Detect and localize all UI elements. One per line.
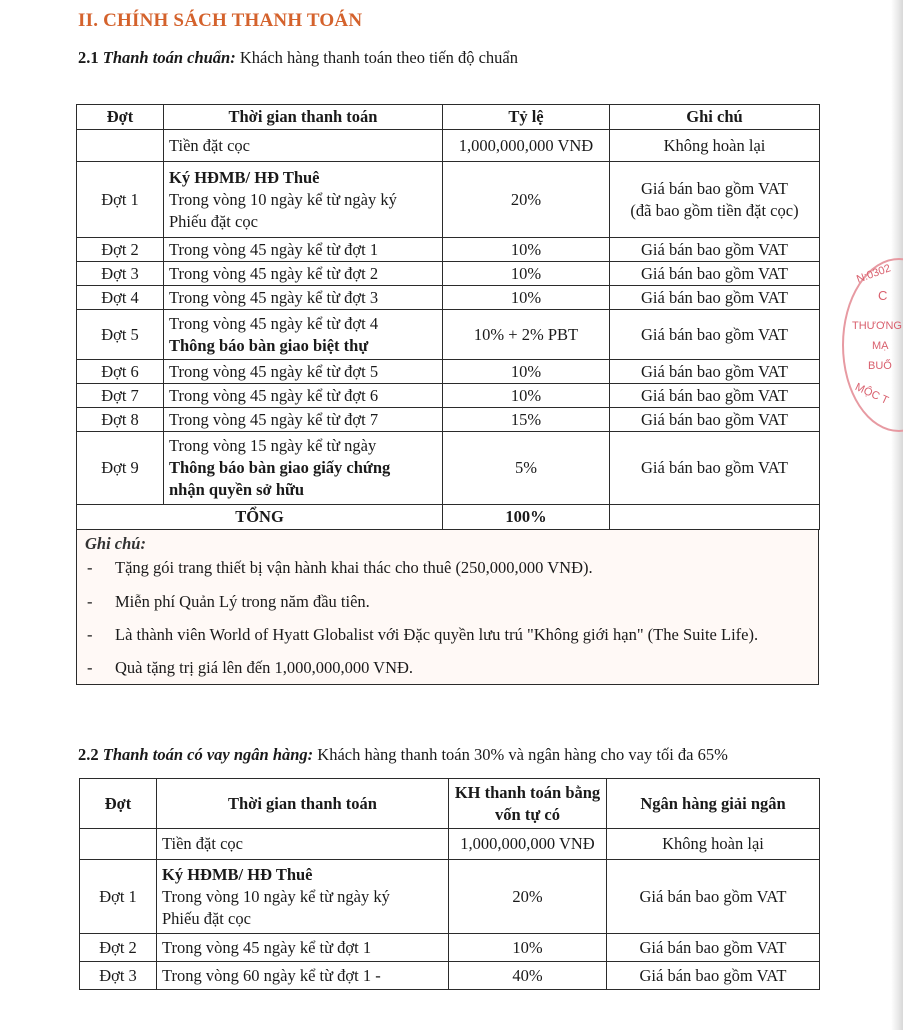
subsection-number: 2.1 — [78, 48, 103, 67]
seal-text: MỘC T — [853, 381, 891, 407]
cell-note: Giá bán bao gồm VAT — [610, 432, 820, 505]
cell-period: Đợt 5 — [77, 310, 164, 360]
seal-text: BUỐ — [868, 360, 892, 372]
cell-period: Đợt 8 — [77, 408, 164, 432]
cell-time-line: Trong vòng 45 ngày kể từ đợt 4 — [169, 313, 379, 333]
header-ratio: Tỷ lệ — [443, 105, 610, 130]
cell-time: Tiền đặt cọc — [164, 130, 443, 162]
cell-period: Đợt 1 — [80, 860, 157, 934]
note-bullet: - — [87, 592, 93, 611]
table-row — [77, 130, 820, 162]
cell-note: Giá bán bao gồm VAT — [607, 860, 820, 934]
seal-text: MẠ — [872, 340, 889, 352]
note-bullet: - — [87, 558, 93, 577]
cell-period: Đợt 2 — [80, 934, 157, 962]
company-seal — [842, 258, 903, 432]
section-heading: II. CHÍNH SÁCH THANH TOÁN — [78, 10, 363, 31]
note-text: Là thành viên World of Hyatt Globalist với Đặc quyền lưu trú "Không giới hạn" (The Suite Life). — [115, 625, 759, 644]
cell-ratio: 20% — [449, 860, 607, 934]
note-text: Quà tặng trị giá lên đến 1,000,000,000 VNĐ. — [115, 658, 414, 677]
table-row — [77, 432, 820, 505]
total-label: TỔNG — [77, 505, 443, 530]
cell-note: Giá bán bao gồm VAT — [607, 934, 820, 962]
cell-ratio: 20% — [443, 162, 610, 238]
notes-box — [76, 530, 819, 685]
cell-ratio: 10% — [443, 262, 610, 286]
table-row — [77, 408, 820, 432]
header-period: Đợt — [80, 779, 157, 829]
header-line: KH thanh toán bằng — [454, 782, 601, 802]
table-row — [77, 286, 820, 310]
subsection-bank-loan — [78, 745, 728, 765]
note-bullet: - — [87, 625, 93, 644]
table-header-row — [80, 779, 820, 829]
subsection-text: Khách hàng thanh toán theo tiến độ chuẩn — [235, 48, 518, 67]
table-header-row — [77, 105, 820, 130]
table-row — [80, 962, 820, 990]
cell-time-line: nhận quyền sở hữu — [169, 480, 305, 499]
cell-period: Đợt 2 — [77, 238, 164, 262]
table-row — [77, 310, 820, 360]
cell-time-line: Thông báo bàn giao biệt thự — [169, 335, 369, 355]
cell-ratio: 1,000,000,000 VNĐ — [443, 130, 610, 162]
cell-time-line: Trong vòng 10 ngày kể từ ngày ký — [169, 189, 397, 209]
cell-period: Đợt 7 — [77, 384, 164, 408]
note-item — [87, 592, 370, 612]
cell-note: Không hoàn lại — [610, 130, 820, 162]
cell-note-line: Giá bán bao gồm VAT — [641, 178, 788, 198]
cell-ratio: 10% — [443, 384, 610, 408]
cell-period: Đợt 3 — [80, 962, 157, 990]
table-row — [80, 829, 820, 860]
cell-period: Đợt 3 — [77, 262, 164, 286]
cell-ratio: 10% — [443, 238, 610, 262]
cell-time: Trong vòng 45 ngày kể từ đợt 5 — [164, 360, 443, 384]
cell-time: Trong vòng 45 ngày kể từ đợt 3 — [164, 286, 443, 310]
cell-note: Không hoàn lại — [607, 829, 820, 860]
cell-note: Giá bán bao gồm VAT — [610, 408, 820, 432]
cell-period — [80, 829, 157, 860]
cell-note: Giá bán bao gồm VAT — [610, 238, 820, 262]
subsection-title: Thanh toán chuẩn: — [102, 48, 236, 67]
header-line: vốn tự có — [495, 804, 560, 824]
cell-note: Giá bán bao gồm VAT — [610, 262, 820, 286]
subsection-title: Thanh toán có vay ngân hàng: — [102, 745, 314, 764]
cell-time-line: Ký HĐMB/ HĐ Thuê — [169, 167, 320, 187]
header-time: Thời gian thanh toán — [157, 779, 449, 829]
table-total-row — [77, 505, 820, 530]
cell-time-line: Trong vòng 15 ngày kể từ ngày — [169, 436, 377, 455]
cell-time: Tiền đặt cọc — [157, 829, 449, 860]
cell-note: Giá bán bao gồm VAT — [610, 384, 820, 408]
note-item — [87, 558, 593, 578]
note-bullet: - — [87, 658, 93, 677]
table-row — [80, 934, 820, 962]
cell-time-line: Trong vòng 10 ngày kể từ ngày ký — [162, 886, 390, 906]
cell-note: Giá bán bao gồm VAT — [610, 360, 820, 384]
header-time: Thời gian thanh toán — [164, 105, 443, 130]
cell-period: Đợt 4 — [77, 286, 164, 310]
cell-time: Trong vòng 45 ngày kể từ đợt 6 — [164, 384, 443, 408]
cell-period: Đợt 9 — [77, 432, 164, 505]
cell-time-line: Phiếu đặt cọc — [169, 211, 258, 231]
subsection-number: 2.2 — [78, 745, 103, 764]
cell-time — [157, 860, 449, 934]
header-note: Ghi chú — [610, 105, 820, 130]
cell-period: Đợt 1 — [77, 162, 164, 238]
note-text: Miễn phí Quản Lý trong năm đầu tiên. — [115, 592, 370, 611]
seal-text: C — [878, 288, 888, 303]
cell-period: Đợt 6 — [77, 360, 164, 384]
total-value: 100% — [443, 505, 610, 530]
subsection-text: Khách hàng thanh toán 30% và ngân hàng cho vay tối đa 65% — [313, 745, 728, 764]
seal-text: N:0302 — [855, 262, 893, 286]
table-row — [77, 262, 820, 286]
cell-time: Trong vòng 45 ngày kể từ đợt 1 — [157, 934, 449, 962]
notes-title: Ghi chú: — [85, 534, 146, 553]
cell-time: Trong vòng 60 ngày kể từ đợt 1 - — [157, 962, 449, 990]
standard-payment-table — [76, 104, 820, 530]
bank-loan-payment-table — [79, 778, 820, 990]
header-self-funded — [449, 779, 607, 829]
table-row — [80, 860, 820, 934]
table-row — [77, 384, 820, 408]
seal-text: THƯƠNG — [852, 320, 902, 332]
cell-note: Giá bán bao gồm VAT — [610, 286, 820, 310]
subsection-standard-payment — [78, 48, 518, 68]
page-edge-shadow — [891, 0, 903, 1030]
cell-ratio: 10% — [443, 286, 610, 310]
cell-time — [164, 162, 443, 238]
cell-time: Trong vòng 45 ngày kể từ đợt 2 — [164, 262, 443, 286]
cell-time-line: Ký HĐMB/ HĐ Thuê — [162, 864, 313, 884]
cell-ratio: 1,000,000,000 VNĐ — [449, 829, 607, 860]
cell-note: Giá bán bao gồm VAT — [610, 310, 820, 360]
note-item — [87, 658, 413, 678]
cell-note: Giá bán bao gồm VAT — [607, 962, 820, 990]
header-bank-disbursement: Ngân hàng giải ngân — [607, 779, 820, 829]
cell-ratio: 10% + 2% PBT — [443, 310, 610, 360]
total-empty-cell — [610, 505, 820, 530]
cell-note-line: (đã bao gồm tiền đặt cọc) — [630, 200, 799, 220]
cell-period — [77, 130, 164, 162]
cell-time-line: Phiếu đặt cọc — [162, 908, 251, 928]
cell-time-line: Thông báo bàn giao giấy chứng — [169, 458, 391, 477]
note-text: Tặng gói trang thiết bị vận hành khai thác cho thuê (250,000,000 VNĐ). — [115, 558, 593, 577]
cell-time — [164, 310, 443, 360]
table-row — [77, 238, 820, 262]
cell-note — [610, 162, 820, 238]
table-row — [77, 162, 820, 238]
cell-ratio: 15% — [443, 408, 610, 432]
cell-ratio: 10% — [449, 934, 607, 962]
cell-ratio: 40% — [449, 962, 607, 990]
cell-time — [164, 432, 443, 505]
cell-ratio: 10% — [443, 360, 610, 384]
cell-ratio: 5% — [443, 432, 610, 505]
header-period: Đợt — [77, 105, 164, 130]
cell-time: Trong vòng 45 ngày kể từ đợt 1 — [164, 238, 443, 262]
table-row — [77, 360, 820, 384]
cell-time: Trong vòng 45 ngày kể từ đợt 7 — [164, 408, 443, 432]
note-item — [87, 625, 758, 645]
